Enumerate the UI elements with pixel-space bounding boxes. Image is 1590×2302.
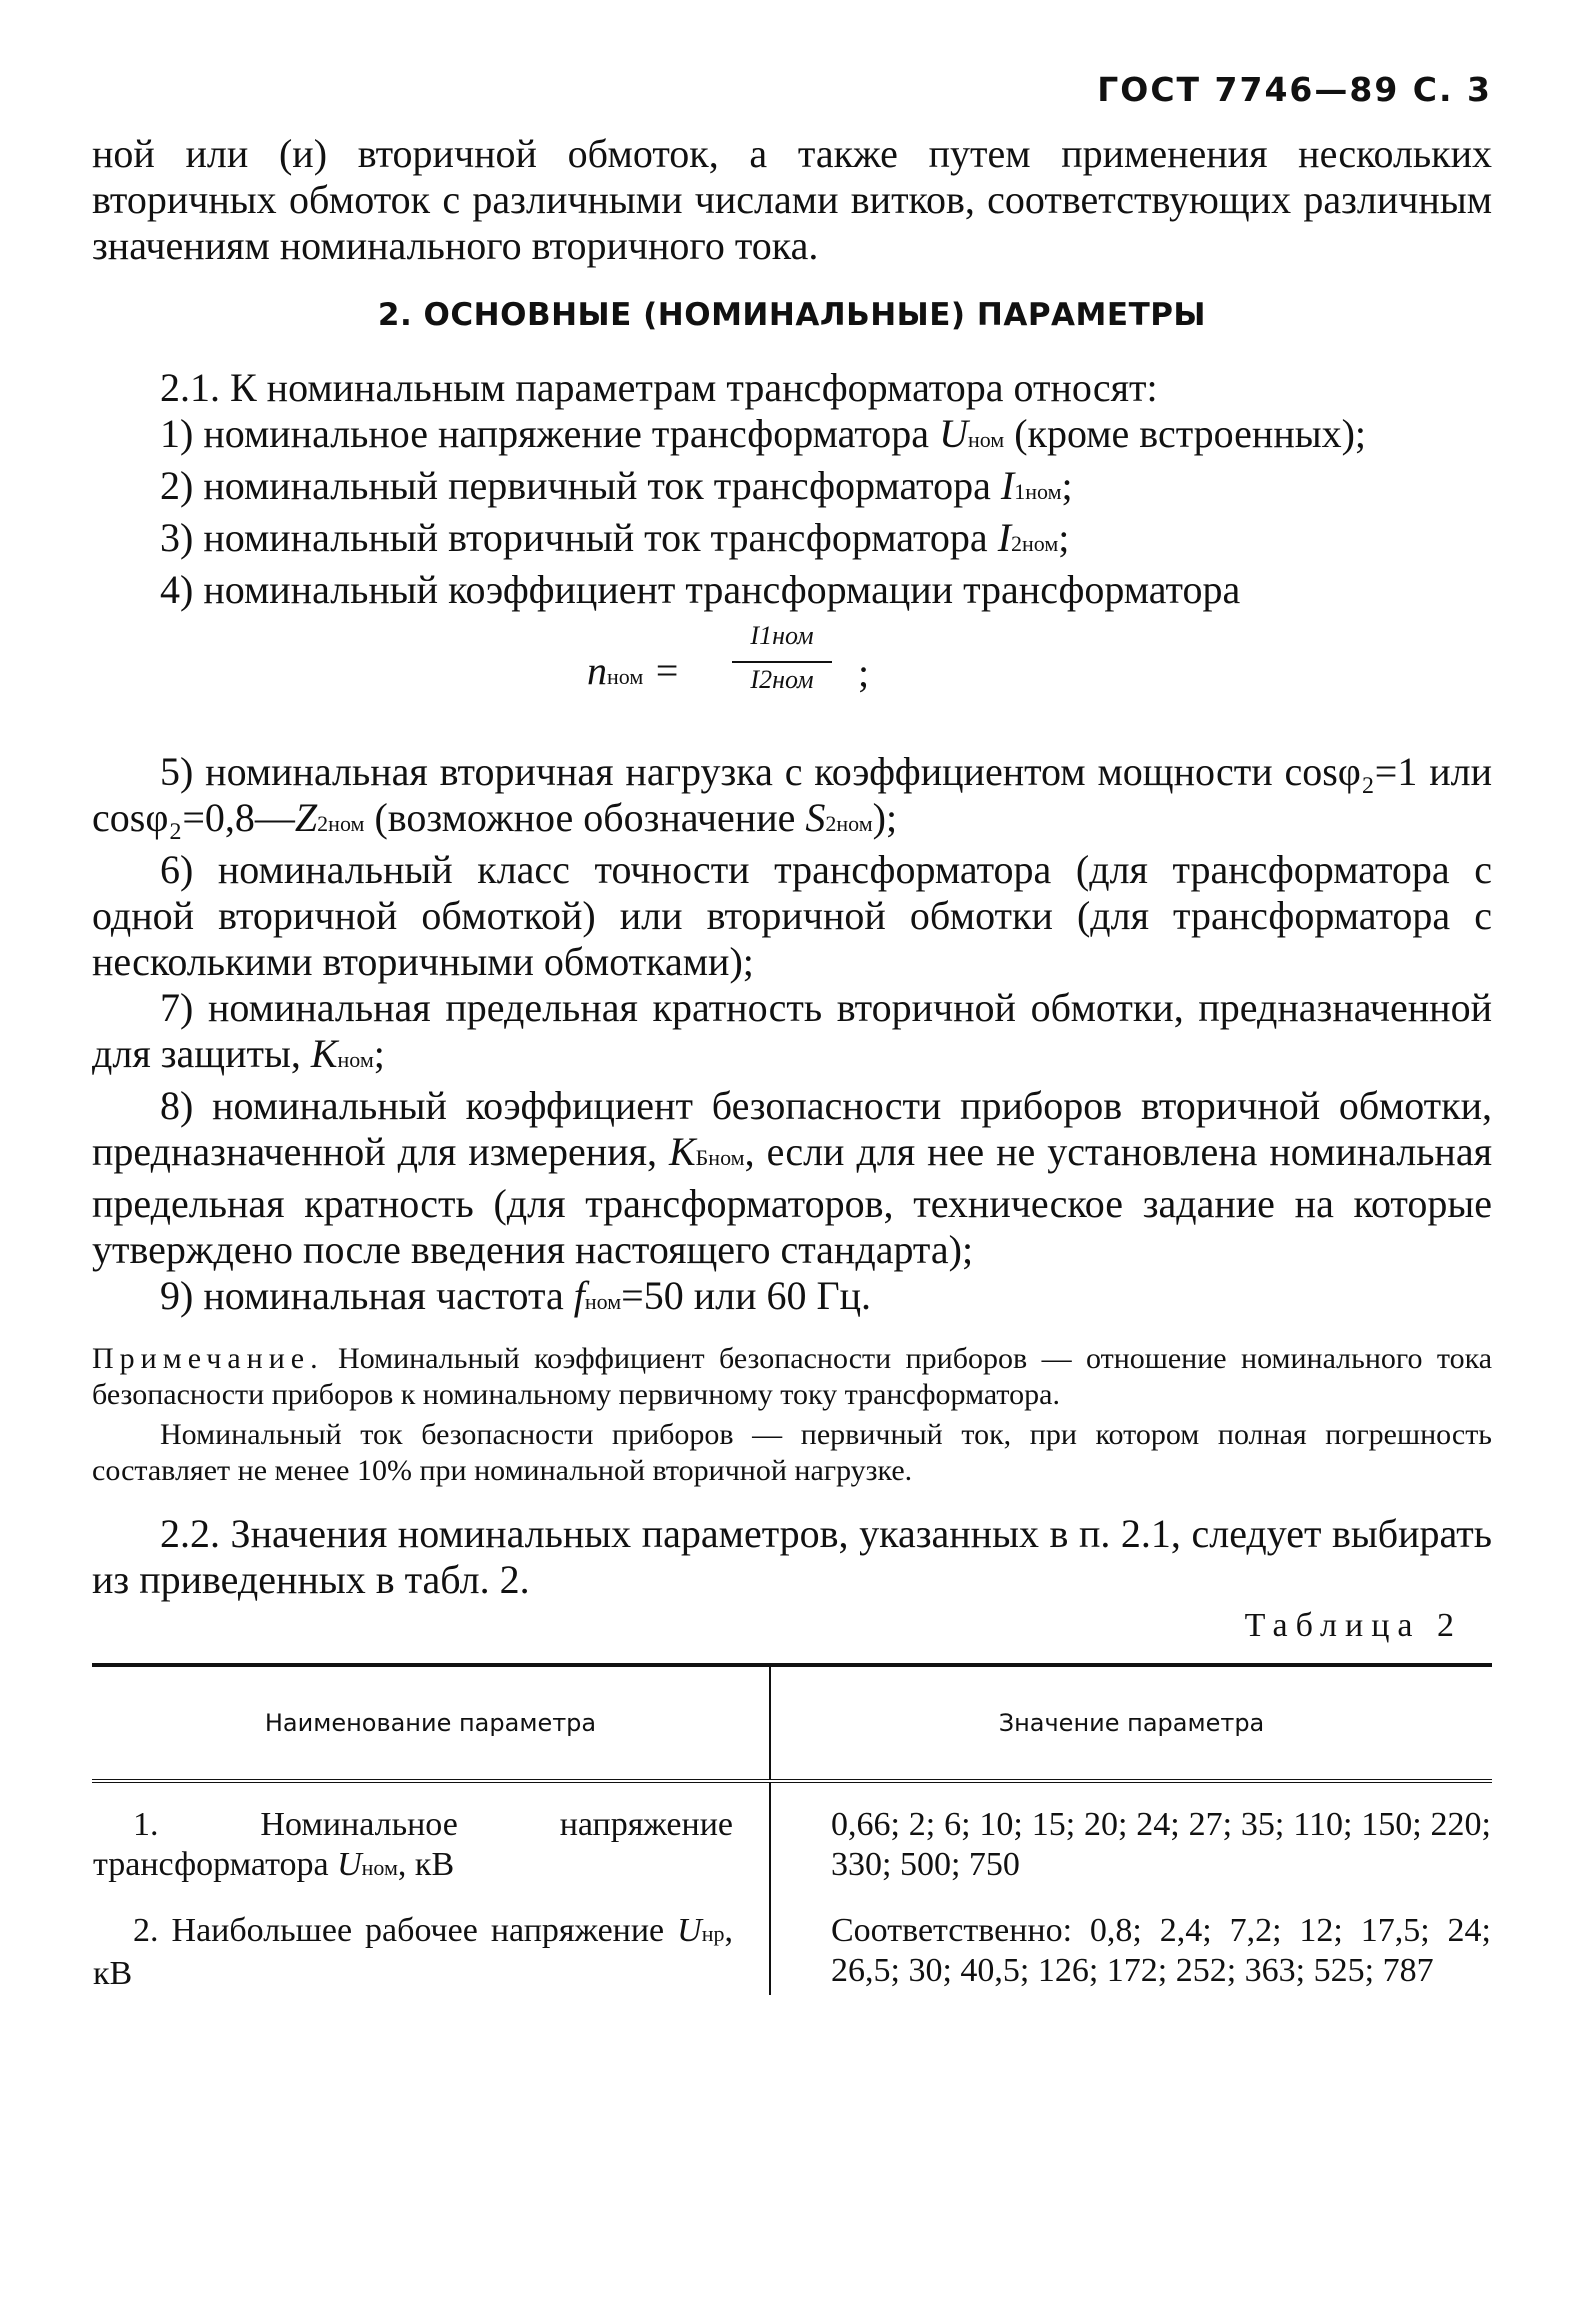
formula-numerator: I1ном — [750, 621, 814, 650]
clause-2-2: 2.2. Значения номинальных параметров, указанных в п. 2.1, следует выбирать из приведенных в табл. 2. — [92, 1511, 1492, 1602]
table-row — [92, 1781, 1492, 1889]
item-9-symbol: f — [573, 1273, 585, 1318]
item-9-tail: =50 или 60 Гц. — [621, 1273, 872, 1318]
table-cell-value: Соответственно: 0,8; 2,4; 7,2; 12; 17,5; 24; 26,5; 30; 40,5; 126; 172; 252; 363; 525; 787 — [831, 1912, 1491, 1989]
note-1-text: Номинальный коэффициент безопасности приборов — отношение номинального тока безопасности приборов к номинальному первичному току трансформатора. — [92, 1342, 1493, 1411]
note-1 — [92, 1341, 1492, 1413]
item-7-text: 7) номинальная предельная кратность вторичной обмотки, предназначенной для защиты, — [92, 985, 1492, 1076]
item-9 — [92, 1273, 1492, 1325]
formula-lhs-symbol: n — [587, 648, 607, 693]
row-1-unit: , кВ — [397, 1846, 455, 1883]
parameters-table — [92, 1663, 1492, 1995]
row-2-subscript: нр — [701, 1921, 725, 1946]
item-7-subscript: ном — [337, 1047, 374, 1072]
item-9-text: 9) номинальная частота — [160, 1273, 564, 1318]
formula-semicolon: ; — [858, 650, 870, 695]
table-col-value-header: Значение параметра — [770, 1665, 1492, 1781]
item-5-mid: (возможное обозначение — [374, 795, 796, 840]
item-6: 6) номинальный класс точности трансформатора (для трансформатора с одной вторичной обмоткой) или вторичной обмотки (для трансформатора с несколькими вторичными обмотками); — [92, 847, 1492, 984]
row-1-name: 1. Номинальное напряжение трансформатора — [93, 1806, 733, 1883]
item-2-symbol: I — [1000, 463, 1015, 508]
item-3-symbol: I — [997, 515, 1012, 560]
item-1-tail: (кроме встроенных); — [1014, 411, 1367, 456]
ratio-formula — [92, 621, 1492, 731]
item-5-subscript: 2ном — [317, 811, 365, 836]
row-2-symbol: U — [677, 1912, 702, 1949]
item-3-text: 3) номинальный вторичный ток трансформатора — [160, 515, 988, 560]
row-1-subscript: ном — [361, 1855, 398, 1880]
table-caption: Таблица 2 — [1244, 1607, 1462, 1644]
item-5: 5) номинальная вторичная нагрузка с коэффициентом мощности cosφ₂=1 или cosφ₂=0,8—Z2ном (возможное обозначение S2ном); — [92, 749, 1492, 840]
row-1-symbol: U — [337, 1846, 362, 1883]
item-2-text: 2) номинальный первичный ток трансформатора — [160, 463, 991, 508]
item-7-symbol: K — [310, 1031, 338, 1076]
table-cell-name — [92, 1889, 770, 1995]
item-5-text: 5) номинальная вторичная нагрузка с коэффициентом мощности cosφ₂=1 или cosφ₂=0,8— — [92, 749, 1492, 840]
item-8-text: 8) номинальный коэффициент безопасности приборов вторичной обмотки, предназначенной для измерения, — [92, 1083, 1492, 1174]
item-2: 2) номинальный первичный ток трансформатора I1ном; — [160, 463, 1073, 508]
section-title: 2. ОСНОВНЫЕ (НОМИНАЛЬНЫЕ) ПАРАМЕТРЫ — [377, 297, 1207, 333]
item-1 — [92, 411, 1492, 463]
note-2: Номинальный ток безопасности приборов — первичный ток, при котором полная погрешность составляет не менее 10% при номинальной вторичной нагрузке. — [92, 1418, 1492, 1487]
item-9-subscript: ном — [584, 1289, 622, 1314]
item-1-text: 1) номинальное напряжение трансформатора — [160, 411, 930, 456]
item-3: 3) номинальный вторичный ток трансформатора I2ном; — [160, 515, 1070, 560]
table-row — [92, 1889, 1492, 1995]
row-2-name: 2. Наибольшее рабочее напряжение — [133, 1912, 665, 1949]
item-5-symbol-2: S — [805, 795, 826, 840]
clause-2-1: 2.1. К номинальным параметрам трансформатора относят: — [160, 365, 1158, 410]
table-cell-name — [92, 1781, 770, 1889]
table-header-row — [92, 1665, 1492, 1781]
formula-bar — [732, 661, 832, 663]
formula-fraction — [732, 621, 832, 695]
item-3-subscript: 2ном — [1011, 531, 1059, 556]
formula-lhs-subscript: ном — [607, 664, 644, 689]
table-cell-value: 0,66; 2; 6; 10; 15; 20; 24; 27; 35; 110; 150; 220; 330; 500; 750 — [831, 1806, 1491, 1883]
item-5-symbol: Z — [294, 795, 318, 840]
item-8-tail: , если для нее не установлена номинальная предельная кратность (для трансформаторов, техническое задание на которые утверждено после введения настоящего стандарта); — [92, 1129, 1492, 1272]
page-header: ГОСТ 7746—89 С. 3 — [1097, 70, 1492, 109]
formula-lhs: nном = — [587, 648, 681, 693]
formula-denominator: I2ном — [750, 665, 814, 694]
item-8 — [92, 1083, 1492, 1273]
item-8-subscript: Бном — [695, 1145, 745, 1170]
item-4: 4) номинальный коэффициент трансформации трансформатора — [160, 567, 1241, 612]
item-1-subscript: ном — [967, 427, 1005, 452]
item-7: 7) номинальная предельная кратность вторичной обмотки, предназначенной для защиты, Kном; — [92, 985, 1492, 1076]
item-2-subscript: 1ном — [1014, 479, 1062, 504]
item-1-symbol: U — [939, 411, 968, 456]
item-8-symbol: K — [668, 1129, 696, 1174]
item-5-subscript-2: 2ном — [825, 811, 873, 836]
note-label: Примечание. — [92, 1342, 324, 1375]
document-page — [92, 70, 1492, 1995]
row-2-unit: , кВ — [93, 1912, 733, 1992]
table-col-name-header: Наименование параметра — [92, 1665, 770, 1781]
intro-paragraph: ной или (и) вторичной обмоток, а также путем применения нескольких вторичных обмоток с различными числами витков, соответствующих различным значениям номинального вторичного тока. — [92, 131, 1492, 268]
